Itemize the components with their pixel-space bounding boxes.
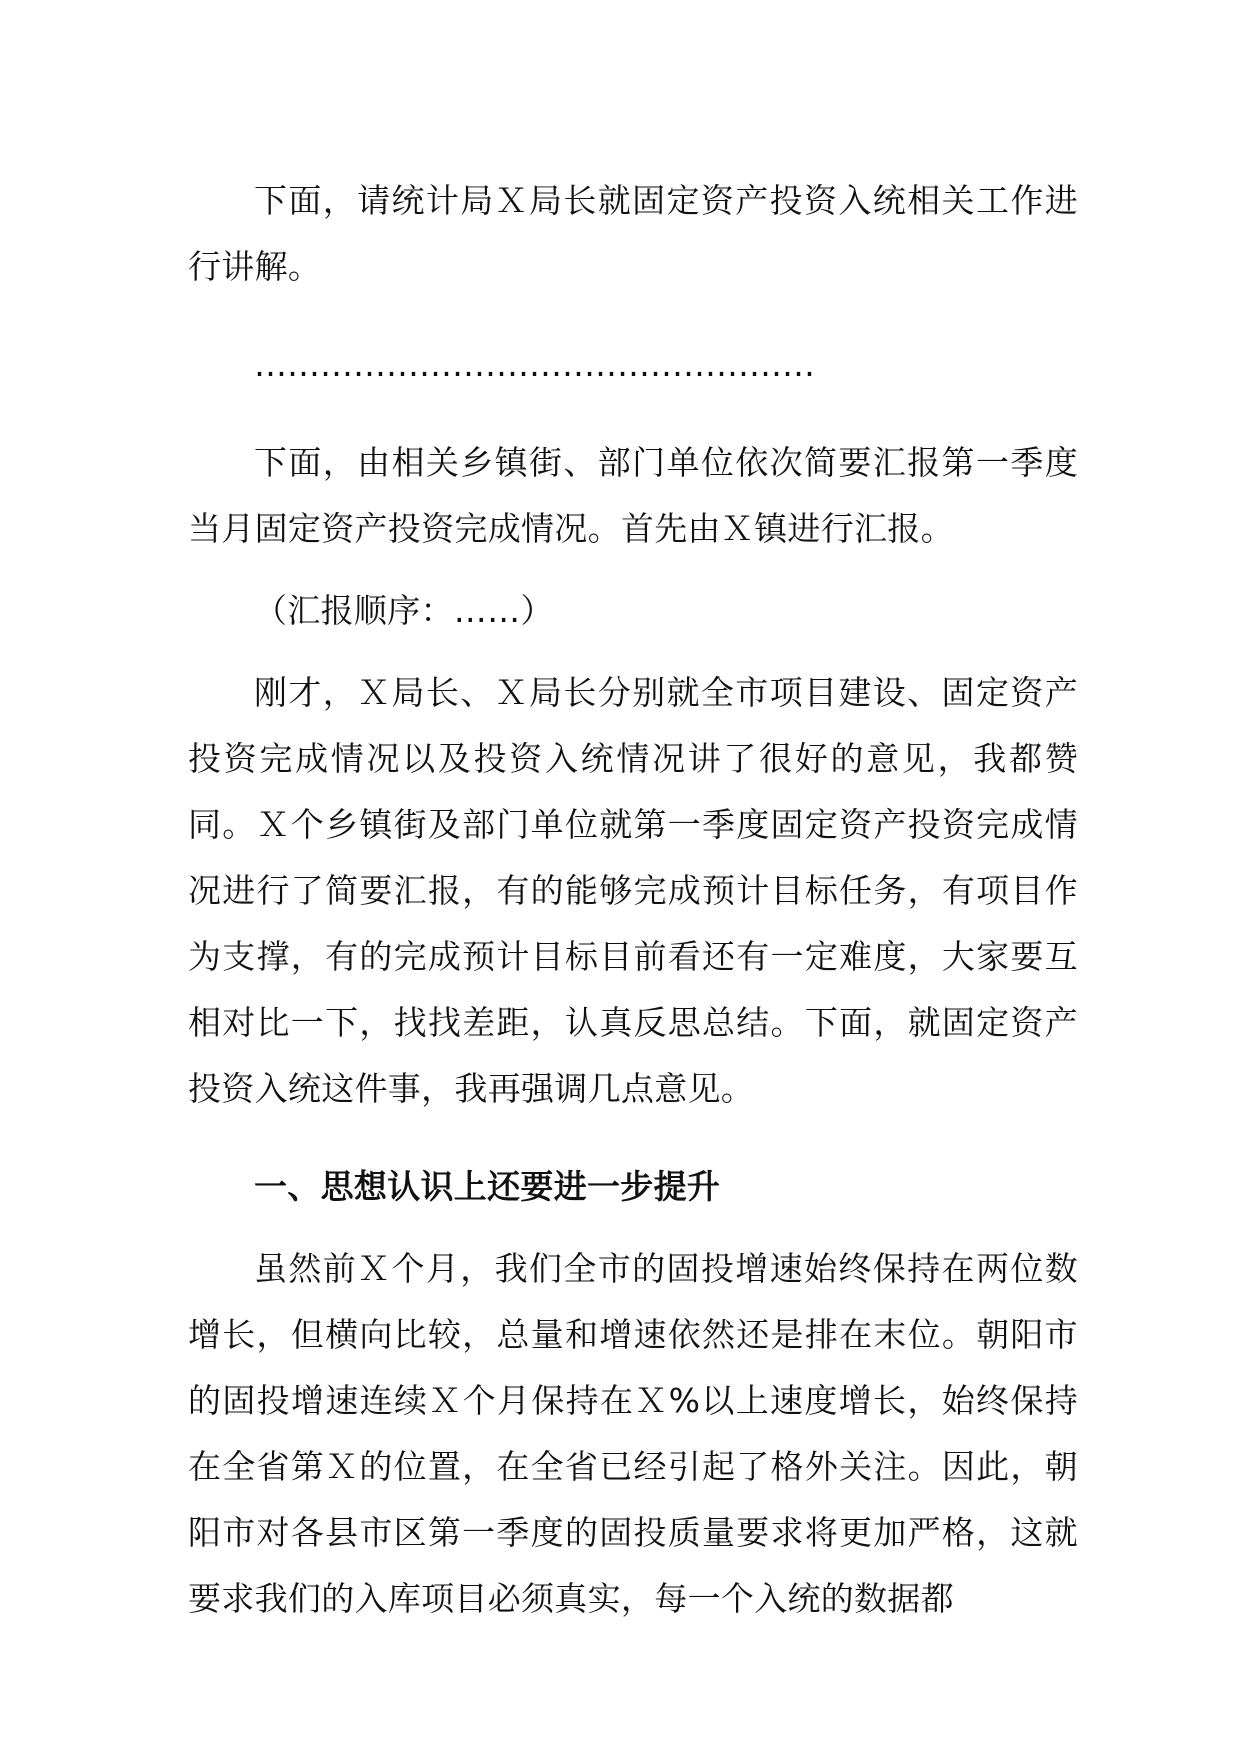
paragraph-summary: 刚才，Ｘ局长、Ｘ局长分别就全市项目建设、固定资产投资完成情况以及投资入统情况讲了很好的意见，我都赞同。Ｘ个乡镇街及部门单位就第一季度固定资产投资完成情况进行了简要汇报，有的能够完成预计目标任务，有项目作为支撑，有的完成预计目标目前看还有一定难度，大家要互相对比一下，找找差距，认真反思总结。下面，就固定资产投资入统这件事，我再强调几点意见。 [188, 673, 1078, 1108]
paragraph-intro-speaker: 下面，请统计局Ｘ局长就固定资产投资入统相关工作进行讲解。 [188, 181, 1078, 286]
section-heading-1: 一、思想认识上还要进一步提升 [254, 1167, 721, 1206]
paragraph-report-order: （汇报顺序：……） [254, 591, 554, 630]
document-body [188, 168, 1078, 1632]
paragraph-ellipsis: …………………………………………… [254, 345, 815, 384]
paragraph-section-1-body: 虽然前Ｘ个月，我们全市的固投增速始终保持在两位数增长，但横向比较，总量和增速依然还是排在末位。朝阳市的固投增速连续Ｘ个月保持在Ｘ%以上速度增长，始终保持在全省第Ｘ的位置，在全省已经引起了格外关注。因此，朝阳市对各县市区第一季度的固投质量要求将更加严格，这就要求我们的入库项目必须真实，每一个入统的数据都 [188, 1249, 1078, 1618]
paragraph-report-order-intro: 下面，由相关乡镇街、部门单位依次简要汇报第一季度当月固定资产投资完成情况。首先由Ｘ镇进行汇报。 [188, 443, 1078, 548]
